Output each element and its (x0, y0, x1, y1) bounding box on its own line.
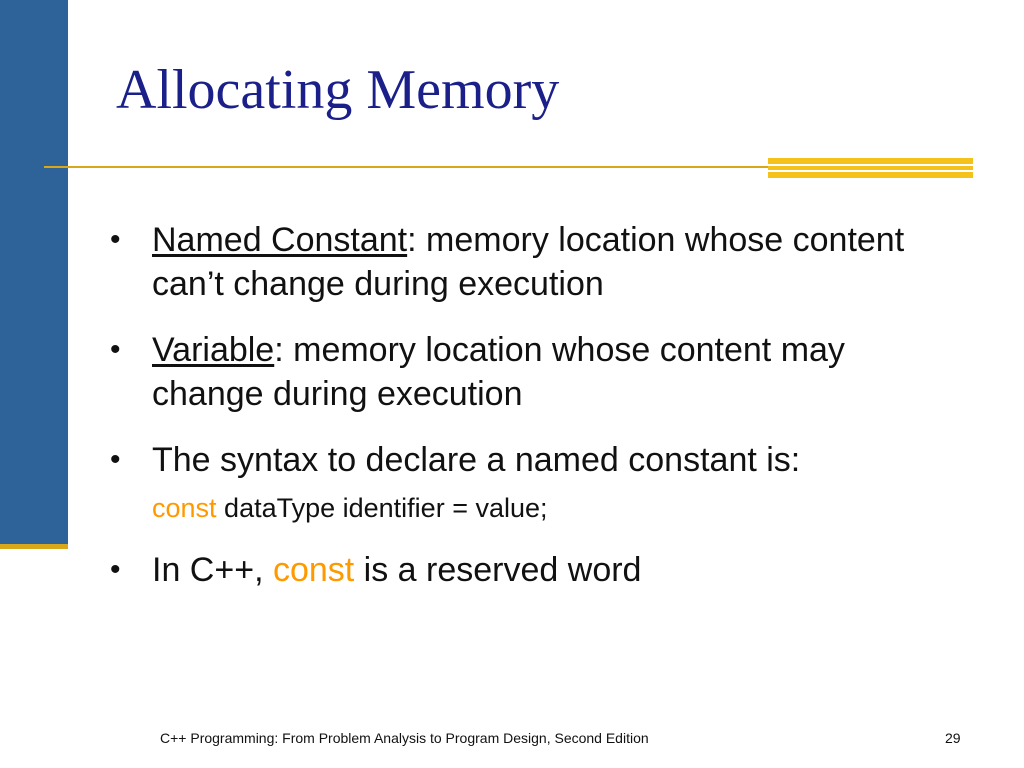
syntax-rest: dataType identifier = value; (216, 493, 548, 523)
definition-variable: : memory location whose content may change during execution (152, 331, 845, 413)
left-band-gold-edge (0, 544, 68, 549)
term-named-constant: Named Constant (152, 221, 408, 259)
bullet-variable (110, 328, 930, 416)
bullet-icon: • (110, 553, 121, 586)
reserved-suffix: is a reserved word (354, 551, 642, 589)
syntax-line (110, 488, 930, 528)
term-variable: Variable (152, 331, 275, 369)
bullet-icon: • (110, 333, 121, 366)
definition-named-constant: : memory location whose content can’t change during execution (152, 221, 905, 303)
syntax-intro-text: The syntax to declare a named constant is: (152, 441, 801, 479)
bullet-reserved-word (110, 548, 930, 592)
bullet-syntax-intro (110, 438, 930, 482)
bullet-icon: • (110, 443, 121, 476)
left-decorative-band (0, 0, 68, 548)
reserved-prefix: In C++, (152, 551, 273, 589)
reserved-keyword: const (272, 551, 355, 589)
title-accent-block (768, 158, 973, 178)
footer-text: C++ Programming: From Problem Analysis to Program Design, Second Edition (160, 730, 649, 746)
bullet-icon: • (110, 223, 121, 256)
page-number: 29 (945, 730, 961, 746)
bullet-named-constant (110, 218, 930, 306)
slide-title: Allocating Memory (116, 59, 560, 121)
bullet-list (110, 218, 930, 592)
syntax-keyword: const (152, 493, 217, 523)
